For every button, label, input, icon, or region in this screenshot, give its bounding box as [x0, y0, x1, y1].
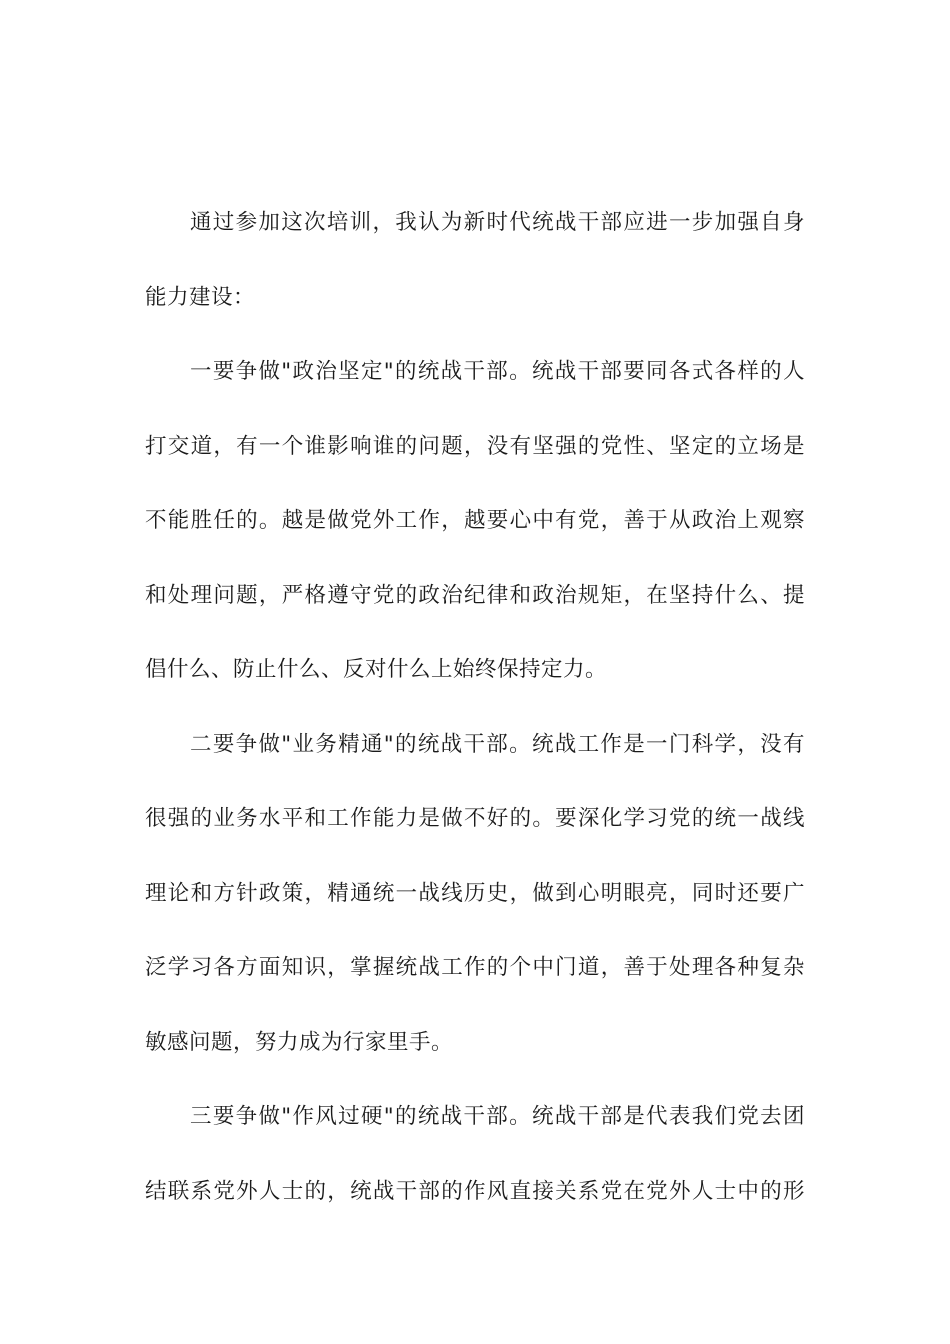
document-body [145, 204, 805, 1247]
text-line: 倡什么、防止什么、反对什么上始终保持定力。 [145, 657, 608, 682]
text-line: 打交道，有一个谁影响谁的问题，没有坚强的党性、坚定的立场是 [145, 433, 805, 459]
text-line: 敏感问题，努力成为行家里手。 [145, 1029, 454, 1055]
text-line: 泛学习各方面知识，掌握统战工作的个中门道，善于处理各种复杂 [145, 955, 805, 980]
text-line: 理论和方针政策，精通统一战线历史，做到心明眼亮，同时还要广 [145, 880, 805, 906]
text-line: 不能胜任的。越是做党外工作，越要心中有党，善于从政治上观察 [145, 508, 805, 533]
text-line: 和处理问题，严格遵守党的政治纪律和政治规矩，在坚持什么、提 [145, 582, 805, 608]
text-line: 能力建设： [145, 284, 256, 310]
text-line: 很强的业务水平和工作能力是做不好的。要深化学习党的统一战线 [145, 806, 805, 831]
text-line: 三要争做"作风过硬"的统战干部。统战干部是代表我们党去团 [190, 1104, 805, 1129]
text-line: 通过参加这次培训，我认为新时代统战干部应进一步加强自身 [190, 210, 805, 235]
text-line: 二要争做"业务精通"的统战干部。统战工作是一门科学，没有 [190, 731, 805, 757]
text-line: 结联系党外人士的，统战干部的作风直接关系党在党外人士中的形 [145, 1178, 805, 1204]
text-line: 一要争做"政治坚定"的统战干部。统战干部要同各式各样的人 [190, 359, 805, 384]
